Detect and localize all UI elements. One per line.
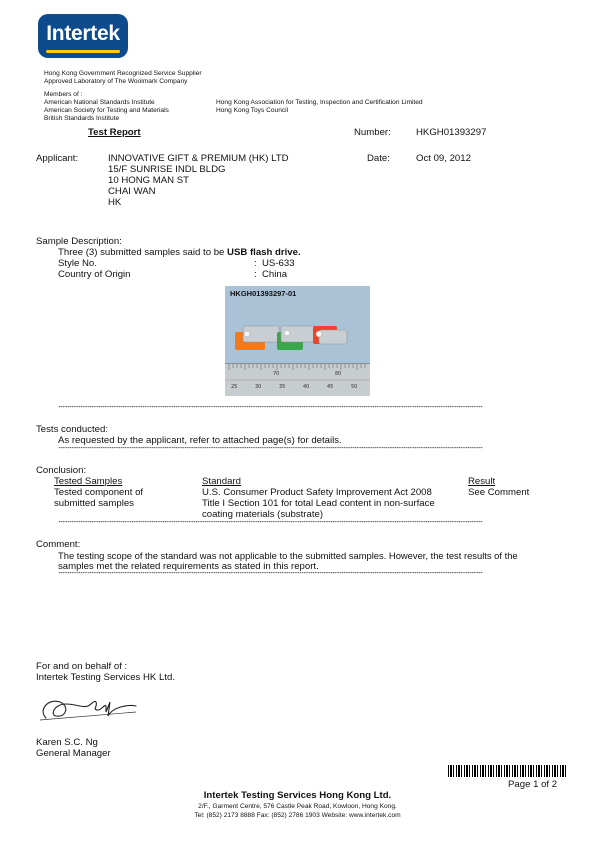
page-number: Page 1 of 2 <box>508 779 558 790</box>
standard-line-1: U.S. Consumer Product Safety Improvement Act 2008 <box>202 487 432 498</box>
applicant-line-1: INNOVATIVE GIFT & PREMIUM (HK) LTD <box>108 153 289 164</box>
ruler-ticks <box>225 364 370 396</box>
usb-drive-red <box>313 326 347 344</box>
accreditation-line-2: Approved Laboratory of The Woolmark Company <box>44 78 188 85</box>
sample-line-bold: USB flash drive. <box>227 247 301 258</box>
ruler-number: 70 <box>273 371 280 377</box>
style-value: : US-633 <box>254 258 295 269</box>
member-right-2: Hong Kong Toys Council <box>216 107 289 114</box>
signoff-line-1: For and on behalf of : <box>36 661 128 672</box>
footer-company: Intertek Testing Services Hong Kong Ltd. <box>203 790 392 801</box>
conclusion-heading: Conclusion: <box>36 465 87 476</box>
standard-line-2: Title I Section 101 for total Lead content in non-surface <box>202 498 435 509</box>
tested-samples-line-2: submitted samples <box>54 498 134 509</box>
barcode <box>448 765 568 777</box>
origin-label: Country of Origin <box>58 269 131 280</box>
ruler-number: 30 <box>255 384 262 390</box>
col-result-header: Result <box>468 476 496 487</box>
tests-text: As requested by the applicant, refer to attached page(s) for details. <box>58 435 342 446</box>
tested-samples-line-1: Tested component of <box>54 487 144 498</box>
origin-value: : China <box>254 269 288 280</box>
usb-drive-green <box>277 326 317 350</box>
logo-text: Intertek <box>46 22 120 45</box>
style-label: Style No. <box>58 258 97 269</box>
separator-stars: ************************************************************************************************************************************************************************************************ <box>58 406 483 410</box>
photo-label: HKGH01393297-01 <box>230 289 297 298</box>
member-left-2: American Society for Testing and Materials <box>44 107 169 114</box>
comment-line-1: The testing scope of the standard was not applicable to the submitted samples. However, the test results of the <box>58 550 518 561</box>
signoff-line-2: Intertek Testing Services HK Ltd. <box>36 672 175 683</box>
footer-address: 2/F., Garment Centre, 576 Castle Peak Road, Kowloon, Hong Kong. <box>198 803 397 810</box>
sample-line-prefix: Three (3) submitted samples said to be <box>58 247 228 258</box>
tests-heading: Tests conducted: <box>36 424 108 435</box>
signatory-name: Karen S.C. Ng <box>36 737 98 748</box>
separator-stars: ************************************************************************************************************************************************************************************************ <box>58 572 483 576</box>
signatory-title: General Manager <box>36 748 111 759</box>
date-label: Date: <box>367 153 390 164</box>
sample-photo <box>225 286 370 396</box>
member-left-1: American National Standards Institute <box>44 99 155 106</box>
ruler <box>225 363 370 396</box>
number-label: Number: <box>354 127 391 138</box>
ruler-number: 50 <box>351 384 358 390</box>
date-value: Oct 09, 2012 <box>416 153 471 164</box>
standard-line-3: coating materials (substrate) <box>202 509 324 520</box>
comment-line-2: samples met the related requirements as stated in this report. <box>58 561 319 572</box>
applicant-label: Applicant: <box>36 153 79 164</box>
ruler-number: 40 <box>303 384 310 390</box>
usb-drive-orange <box>235 326 279 350</box>
ruler-number: 45 <box>327 384 334 390</box>
separator-stars: ************************************************************************************************************************************************************************************************ <box>58 447 483 451</box>
applicant-line-4: CHAI WAN <box>108 186 156 197</box>
logo-swoosh <box>46 50 120 53</box>
applicant-line-2: 15/F SUNRISE INDL BLDG <box>108 164 226 175</box>
applicant-line-5: HK <box>108 197 122 208</box>
member-left-3: British Standards Institute <box>44 115 120 122</box>
sample-heading: Sample Description: <box>36 236 122 247</box>
report-title: Test Report <box>88 127 141 138</box>
members-label: Members of : <box>44 91 83 98</box>
number-value: HKGH01393297 <box>416 127 487 138</box>
result-line-1: See Comment <box>468 487 530 498</box>
member-right-1: Hong Kong Association for Testing, Inspection and Certification Limited <box>216 99 423 106</box>
col-tested-samples-header: Tested Samples <box>54 476 123 487</box>
accreditation-line-1: Hong Kong Government Recognized Service Supplier <box>44 70 202 77</box>
applicant-line-3: 10 HONG MAN ST <box>108 175 190 186</box>
signature <box>36 690 146 730</box>
col-standard-header: Standard <box>202 476 241 487</box>
footer-contact: Tel: (852) 2173 8888 Fax: (852) 2786 1903 Website: www.intertek.com <box>194 812 401 819</box>
sample-description <box>58 247 301 258</box>
ruler-number: 35 <box>279 384 286 390</box>
ruler-number: 25 <box>231 384 238 390</box>
ruler-number: 80 <box>335 371 342 377</box>
comment-heading: Comment: <box>36 539 81 550</box>
separator-stars: ************************************************************************************************************************************************************************************************ <box>58 521 483 525</box>
intertek-logo <box>38 14 128 58</box>
